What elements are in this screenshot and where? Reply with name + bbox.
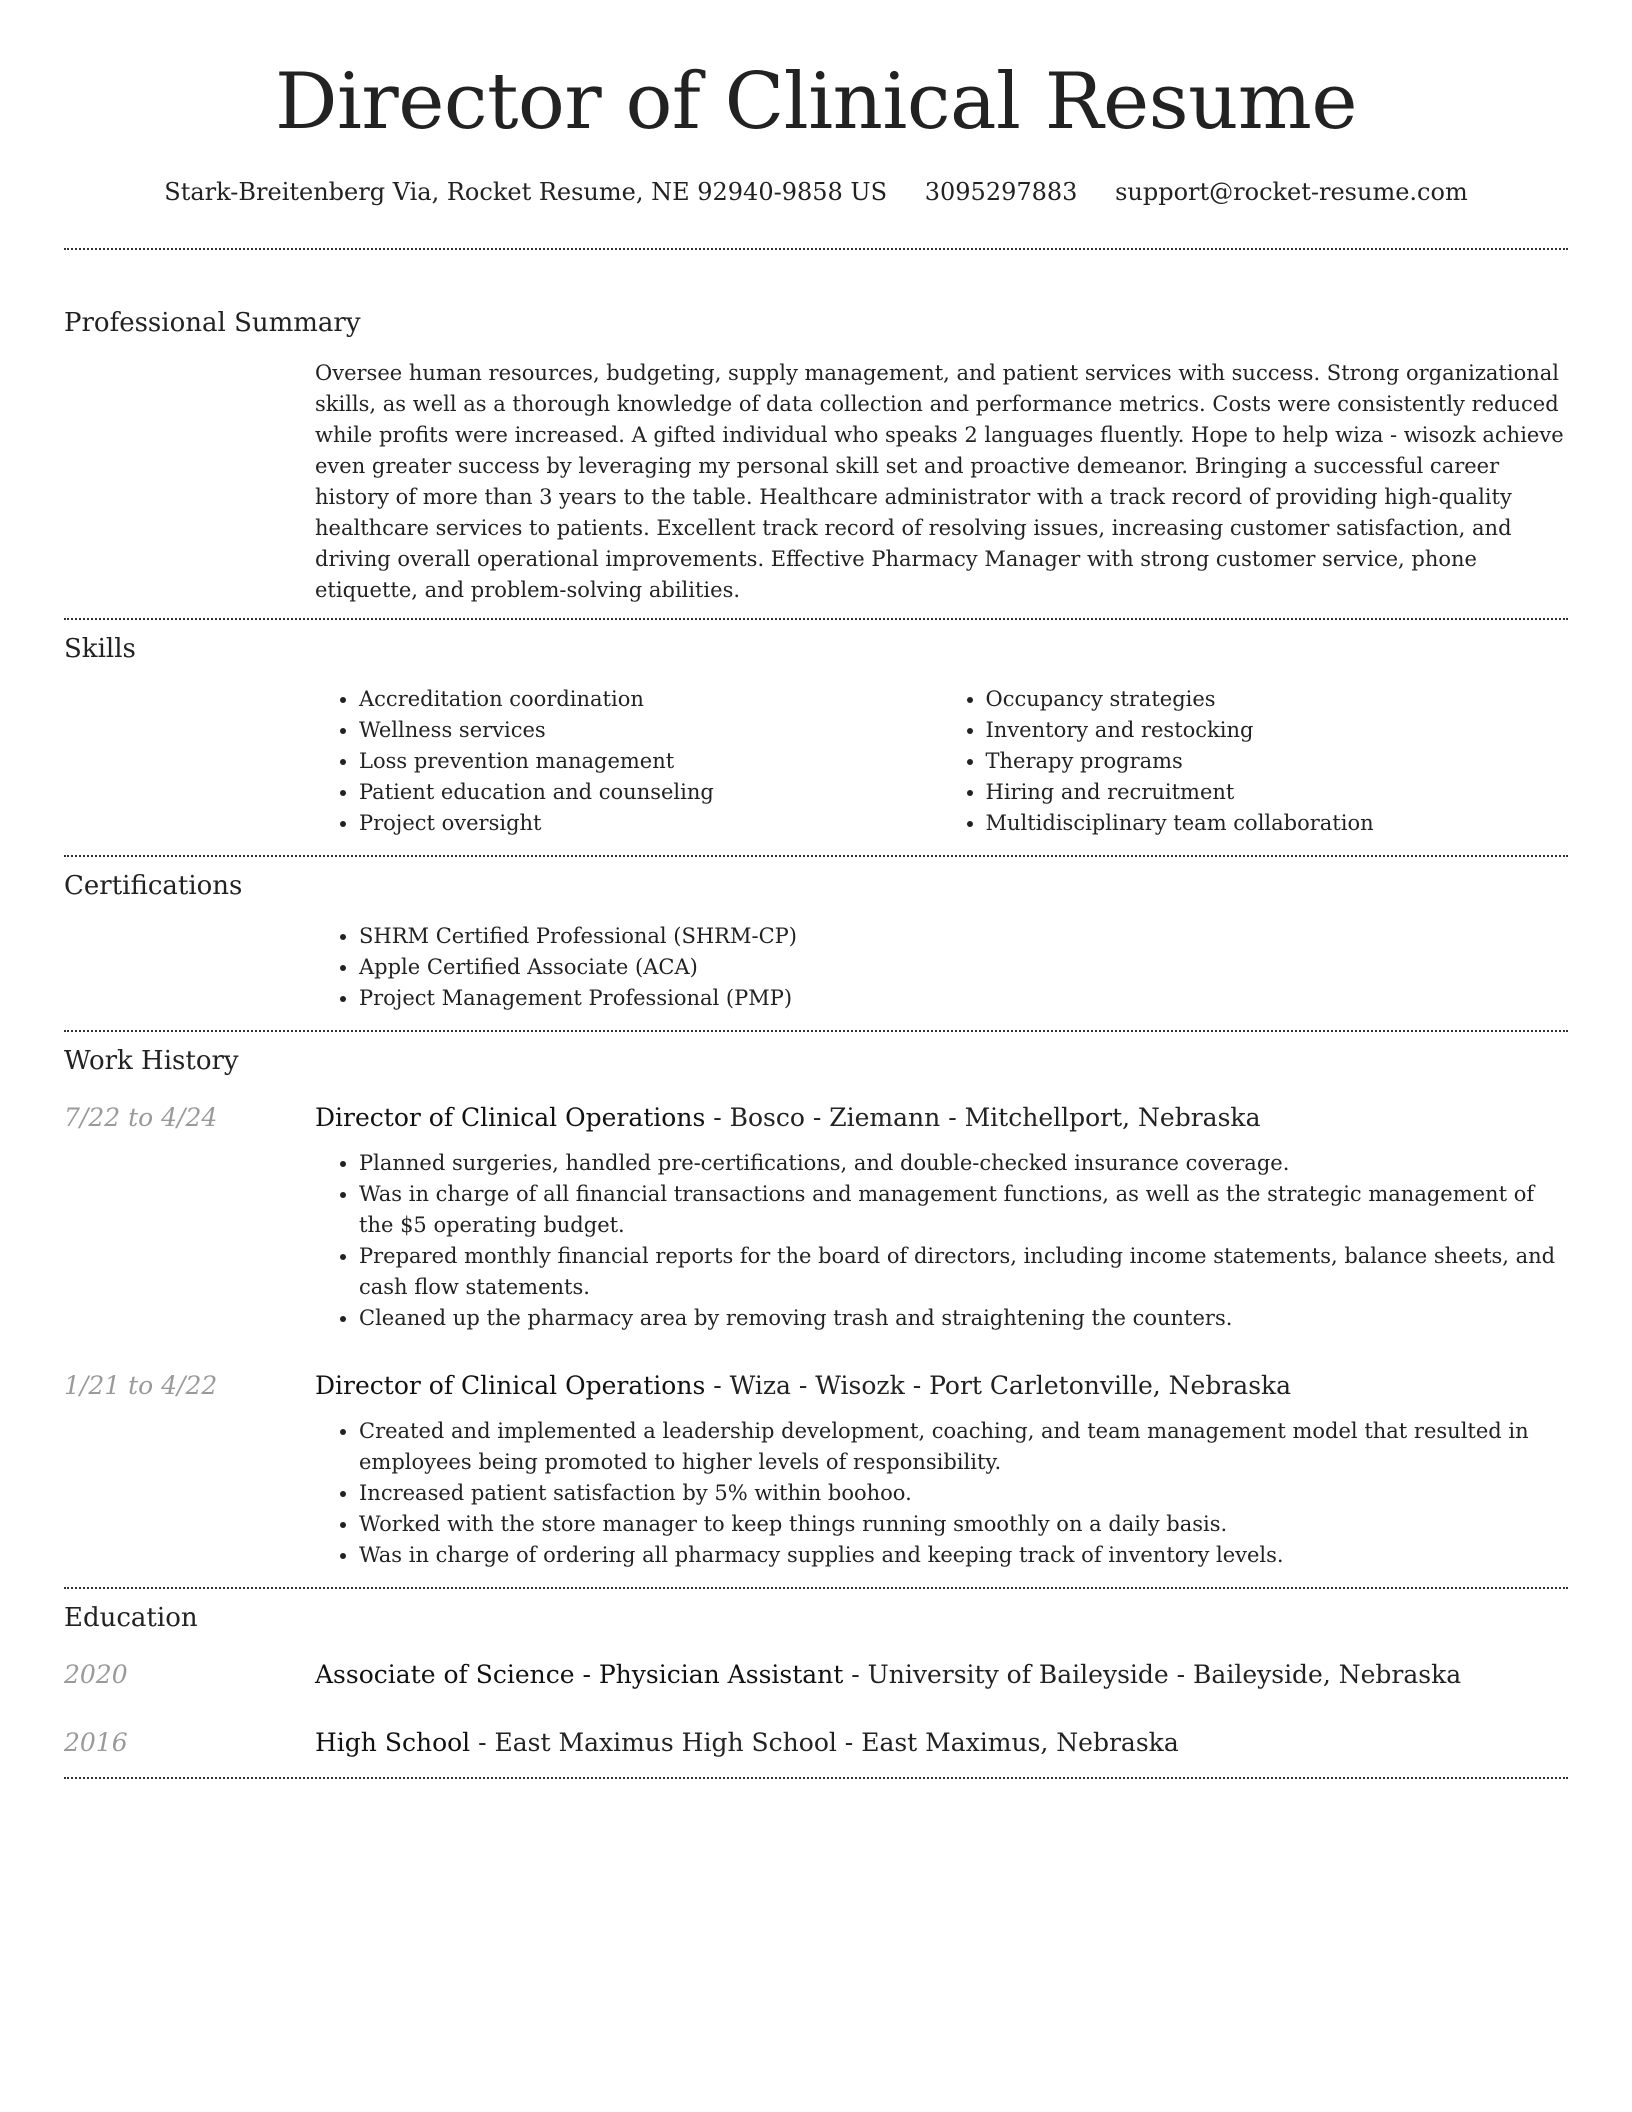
job-employer: - Wiza - Wisozk - Port Carletonville, Nebraska bbox=[705, 1371, 1292, 1400]
job-entry bbox=[64, 1100, 1568, 1334]
education-heading: Education bbox=[64, 1603, 198, 1633]
contact-phone: 3095297883 bbox=[924, 178, 1078, 206]
job-body bbox=[315, 1100, 1568, 1334]
job-body bbox=[315, 1368, 1568, 1571]
job-dates: 1/21 to 4/22 bbox=[64, 1371, 218, 1400]
divider bbox=[64, 1777, 1568, 1779]
summary-content bbox=[315, 358, 1568, 606]
education-degree: High School bbox=[315, 1728, 471, 1757]
education-heading-line bbox=[315, 1725, 1568, 1761]
skill-item: • Loss prevention management bbox=[359, 746, 942, 777]
certifications-content bbox=[315, 921, 1568, 1014]
job-bullet: • Increased patient satisfaction by 5% within boohoo. bbox=[359, 1478, 1568, 1509]
job-bullet: • Worked with the store manager to keep things running smoothly on a daily basis. bbox=[359, 1509, 1568, 1540]
summary-heading: Professional Summary bbox=[64, 308, 361, 338]
certification-item: • Project Management Professional (PMP) bbox=[359, 983, 1568, 1014]
skill-item: • Wellness services bbox=[359, 715, 942, 746]
certifications-section bbox=[64, 869, 1568, 1014]
education-entry bbox=[64, 1725, 1568, 1761]
work-section bbox=[64, 1044, 1568, 1571]
job-bullet: • Prepared monthly financial reports for the board of directors, including income statements, balance sheets, and cash flow statements. bbox=[359, 1241, 1568, 1303]
skills-list-right bbox=[942, 684, 1569, 839]
education-degree: Associate of Science - Physician Assistant bbox=[315, 1660, 844, 1689]
skills-grid bbox=[315, 684, 1568, 839]
divider bbox=[64, 618, 1568, 620]
job-title: Director of Clinical Operations bbox=[315, 1103, 706, 1132]
job-title: Director of Clinical Operations bbox=[315, 1371, 706, 1400]
skills-list-left bbox=[315, 684, 942, 839]
job-bullets bbox=[315, 1416, 1568, 1571]
certifications-list bbox=[315, 921, 1568, 1014]
certification-item: • SHRM Certified Professional (SHRM-CP) bbox=[359, 921, 1568, 952]
certifications-heading: Certifications bbox=[64, 871, 243, 901]
job-heading bbox=[315, 1368, 1568, 1404]
divider bbox=[64, 855, 1568, 857]
skill-item: • Hiring and recruitment bbox=[986, 777, 1569, 808]
summary-text: Oversee human resources, budgeting, supply management, and patient services with success. Strong organizational skills, as well as a thorough knowledge of data collection and performance metrics. Costs were consistently reduced while profits were increased. A gifted individual who speaks 2 languages fluently. Hope to help wiza - wisozk achieve even greater success by leveraging my personal skill set and proactive demeanor. Bringing a successful career history of more than 3 years to the table. Healthcare administrator with a track record of providing high-quality healthcare services to patients. Excellent track record of resolving issues, increasing customer satisfaction, and driving overall operational improvements. Effective Pharmacy Manager with strong customer service, phone etiquette, and problem-solving abilities. bbox=[315, 361, 1564, 602]
job-bullet: • Created and implemented a leadership development, coaching, and team management model that resulted in employees being promoted to higher levels of responsibility. bbox=[359, 1416, 1568, 1478]
skill-item: • Patient education and counseling bbox=[359, 777, 942, 808]
contact-line bbox=[64, 174, 1568, 210]
divider bbox=[64, 248, 1568, 250]
job-dates: 7/22 to 4/24 bbox=[64, 1103, 218, 1132]
skill-item: • Project oversight bbox=[359, 808, 942, 839]
education-year: 2016 bbox=[64, 1728, 128, 1757]
skill-item: • Accreditation coordination bbox=[359, 684, 942, 715]
job-bullet: • Was in charge of ordering all pharmacy supplies and keeping track of inventory levels. bbox=[359, 1540, 1568, 1571]
education-entry bbox=[64, 1657, 1568, 1693]
contact-email: support@rocket-resume.com bbox=[1115, 178, 1468, 206]
divider bbox=[64, 1587, 1568, 1589]
work-heading: Work History bbox=[64, 1046, 239, 1076]
education-school: - University of Baileyside - Baileyside, Nebraska bbox=[843, 1660, 1462, 1689]
education-school: - East Maximus High School - East Maximus, Nebraska bbox=[470, 1728, 1179, 1757]
job-employer: - Bosco - Ziemann - Mitchellport, Nebraska bbox=[705, 1103, 1261, 1132]
skills-section bbox=[64, 632, 1568, 839]
certification-item: • Apple Certified Associate (ACA) bbox=[359, 952, 1568, 983]
job-heading bbox=[315, 1100, 1568, 1136]
skill-item: • Inventory and restocking bbox=[986, 715, 1569, 746]
job-bullet: • Cleaned up the pharmacy area by removing trash and straightening the counters. bbox=[359, 1303, 1568, 1334]
contact-address: Stark-Breitenberg Via, Rocket Resume, NE 92940-9858 US bbox=[164, 178, 888, 206]
divider bbox=[64, 1030, 1568, 1032]
skill-item: • Therapy programs bbox=[986, 746, 1569, 777]
job-bullet: • Was in charge of all financial transactions and management functions, as well as the strategic management of the $5 operating budget. bbox=[359, 1179, 1568, 1241]
job-bullet: • Planned surgeries, handled pre-certifications, and double-checked insurance coverage. bbox=[359, 1148, 1568, 1179]
job-entry bbox=[64, 1368, 1568, 1571]
education-heading-line bbox=[315, 1657, 1568, 1693]
job-bullets bbox=[315, 1148, 1568, 1334]
skill-item: • Multidisciplinary team collaboration bbox=[986, 808, 1569, 839]
skills-heading: Skills bbox=[64, 634, 136, 664]
skill-item: • Occupancy strategies bbox=[986, 684, 1569, 715]
education-section bbox=[64, 1601, 1568, 1761]
education-year: 2020 bbox=[64, 1660, 128, 1689]
summary-section bbox=[64, 306, 1568, 606]
resume-title: Director of Clinical Resume bbox=[274, 57, 1358, 147]
